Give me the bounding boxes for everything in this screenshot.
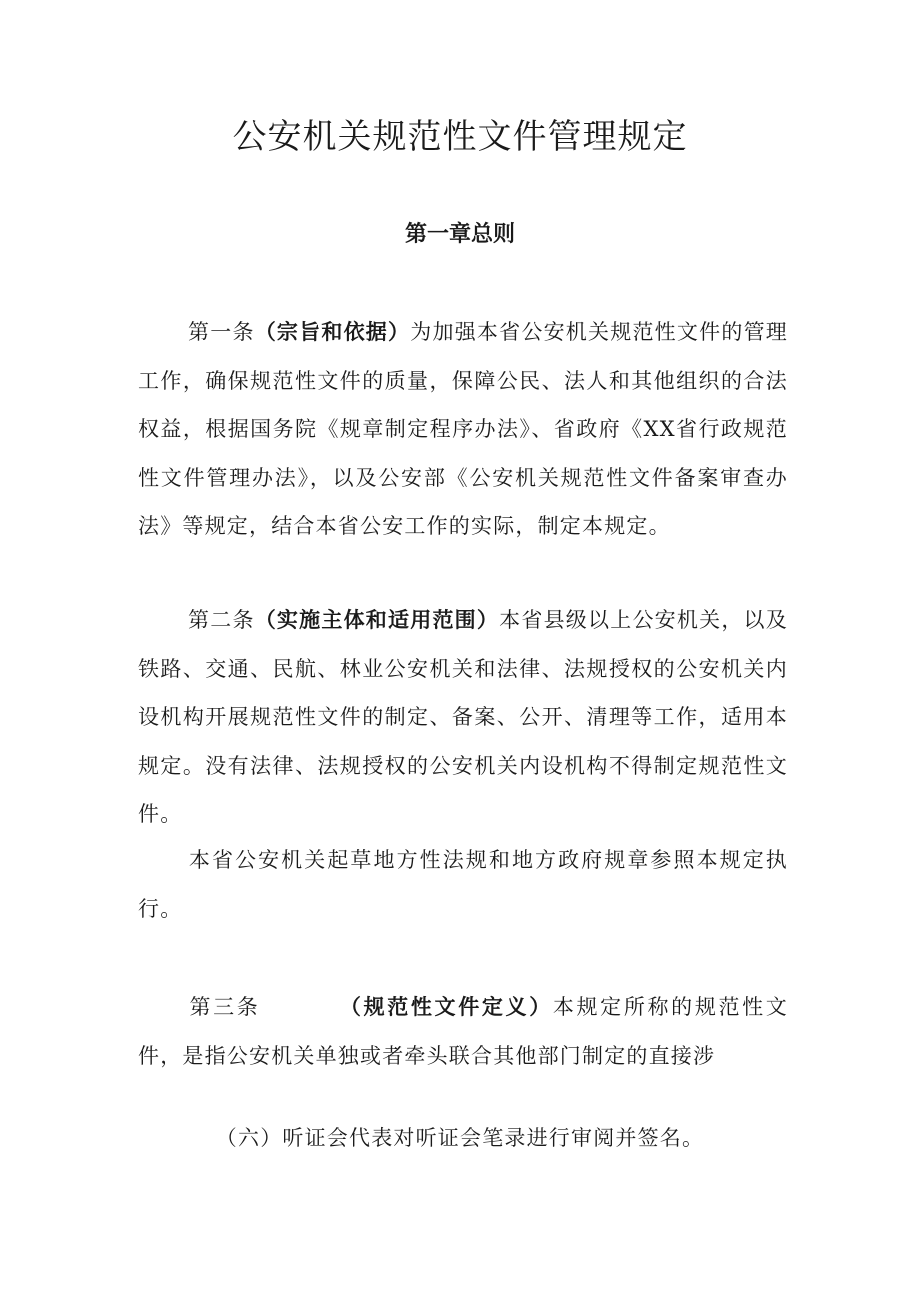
article-1-body: 为加强本省公安机关规范性文件的管理工作，确保规范性文件的质量，保障公民、法人和其他组织的合法权益，根据国务院《规章制定程序办法》、省政府《XX省行政规范性文件管理办法》，以及公安部《公安机关规范性文件备案审查办法》等规定，结合本省公安工作的实际，制定本规定。 bbox=[138, 320, 788, 538]
article-2-body: 本省县级以上公安机关，以及铁路、交通、民航、林业公安机关和法律、法规授权的公安机关内设机构开展规范性文件的制定、备案、公开、清理等工作，适用本规定。没有法律、法规授权的公安机关内设机构不得制定规范性文件。 bbox=[138, 608, 788, 826]
article-2-label: 第二条 bbox=[188, 608, 255, 632]
article-3-body: 本规定所称的规范性文件，是指公安机关单独或者牵头联合其他部门制定的直接涉 bbox=[138, 995, 788, 1068]
article-2-heading: （实施主体和适用范围） bbox=[254, 607, 500, 632]
article-2-body2: 本省公安机关起草地方性法规和地方政府规章参照本规定执行。 bbox=[138, 848, 788, 921]
article-1 bbox=[138, 308, 788, 551]
article-2 bbox=[138, 596, 788, 839]
article-1-heading: （宗旨和依据） bbox=[254, 319, 411, 344]
article-3 bbox=[138, 983, 788, 1080]
list-item-fragment: （六）听证会代表对听证会笔录进行审阅并签名。 bbox=[215, 1126, 705, 1150]
article-2-paragraph-2 bbox=[138, 836, 788, 933]
article-3-heading: （规范性文件定义） bbox=[338, 994, 553, 1019]
document-title: 公安机关规范性文件管理规定 bbox=[232, 117, 688, 157]
chapter-title: 第一章总则 bbox=[404, 221, 515, 247]
article-1-label: 第一条 bbox=[188, 320, 255, 344]
article-3-label: 第三条 bbox=[188, 995, 261, 1019]
